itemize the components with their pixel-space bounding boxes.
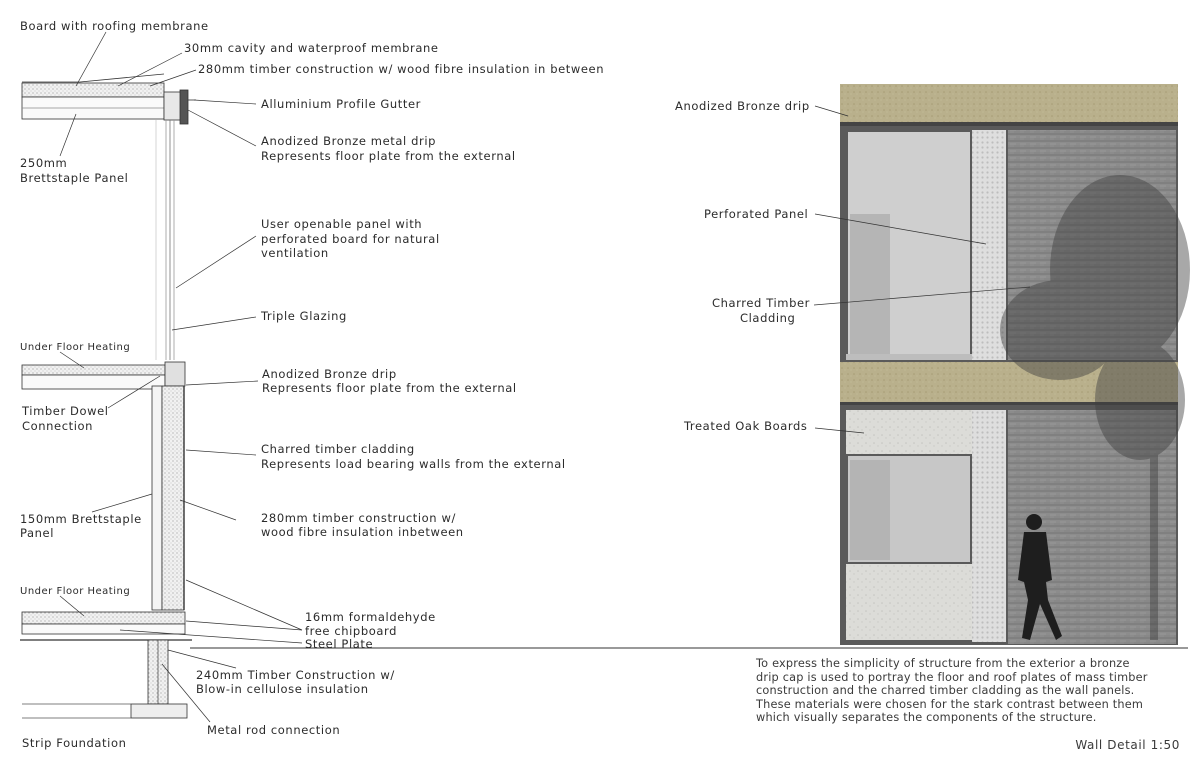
label-elev-drip: Anodized Bronze drip: [675, 99, 810, 113]
label-charred-cladding: Charred timber cladding: [261, 442, 415, 456]
label-timber-240-2: Blow-in cellulose insulation: [196, 682, 369, 696]
oak-boards-lower: [846, 564, 972, 640]
label-metal-rod: Metal rod connection: [207, 723, 341, 737]
oak-boards-upper: [846, 410, 972, 454]
label-brett-150-2: Panel: [20, 526, 55, 540]
label-steel-plate: Steel Plate: [305, 637, 374, 651]
description-line: which visually separates the components of the structure.: [756, 711, 1097, 725]
label-timber-280: 280mm timber construction w/: [261, 511, 456, 525]
label-cavity: 30mm cavity and waterproof membrane: [184, 41, 439, 55]
label-charred-cladding-desc: Represents load bearing walls from the external: [261, 457, 566, 471]
label-elev-perforated: Perforated Panel: [704, 207, 809, 221]
roof-membrane-board: [22, 83, 164, 97]
description-line: drip cap is used to portray the floor and roof plates of mass timber: [756, 670, 1148, 684]
label-timber-280-roof: 280mm timber construction w/ wood fibre insulation in between: [198, 62, 605, 76]
label-openable-panel-2: perforated board for natural: [261, 232, 440, 246]
label-metal-drip-desc: Represents floor plate from the external: [261, 149, 516, 163]
timber-280-wall: [162, 386, 184, 610]
description-text: [756, 657, 1186, 725]
label-board-membrane: Board with roofing membrane: [20, 19, 209, 33]
label-timber-280-2: wood fibre insulation inbetween: [261, 525, 464, 539]
description-line: To express the simplicity of structure from the exterior a bronze: [756, 657, 1130, 670]
label-strip-foundation: Strip Foundation: [22, 736, 127, 750]
label-dowel: Timber Dowel: [22, 404, 109, 418]
label-gutter: Alluminium Profile Gutter: [261, 97, 422, 111]
elevation-labels: [675, 99, 810, 433]
label-triple-glazing: Triple Glazing: [261, 309, 347, 323]
label-ufh-upper: Under Floor Heating: [20, 342, 131, 353]
roof-bronze-drip: [840, 84, 1178, 122]
description-line: These materials were chosen for the stark contrast between them: [756, 697, 1144, 711]
label-openable-panel: User openable panel with: [261, 217, 423, 231]
label-drip: Anodized Bronze drip: [262, 367, 397, 381]
upper-floor-heating-layer: [22, 365, 165, 375]
label-drip-desc: Represents floor plate from the external: [262, 381, 517, 395]
label-elev-charred-2: Cladding: [740, 311, 796, 325]
label-chipboard-2: free chipboard: [305, 624, 398, 638]
label-brett-250: 250mm: [20, 156, 68, 170]
lower-perforated-panel: [972, 410, 1006, 642]
label-brett-150: 150mm Brettstaple: [20, 512, 142, 526]
label-elev-charred: Charred Timber: [712, 296, 810, 310]
label-elev-oak: Treated Oak Boards: [684, 419, 808, 433]
label-chipboard: 16mm formaldehyde: [305, 610, 436, 624]
label-ufh-lower: Under Floor Heating: [20, 586, 131, 597]
label-dowel-2: Connection: [22, 419, 94, 433]
drawing-title: Wall Detail 1:50: [1075, 738, 1180, 752]
label-metal-drip: Anodized Bronze metal drip: [261, 134, 437, 148]
lower-floor-heating-layer: [22, 612, 185, 624]
label-timber-240: 240mm Timber Construction w/: [196, 668, 395, 682]
elevation-drawing: [840, 84, 1190, 645]
label-openable-panel-3: ventilation: [261, 246, 329, 260]
label-brett-250-panel: Brettstaple Panel: [20, 171, 129, 185]
brettstaple-150-wall: [152, 386, 162, 610]
description-line: construction and the charred timber cladding as the wall panels.: [756, 684, 1135, 698]
strip-foundation: [131, 704, 187, 718]
